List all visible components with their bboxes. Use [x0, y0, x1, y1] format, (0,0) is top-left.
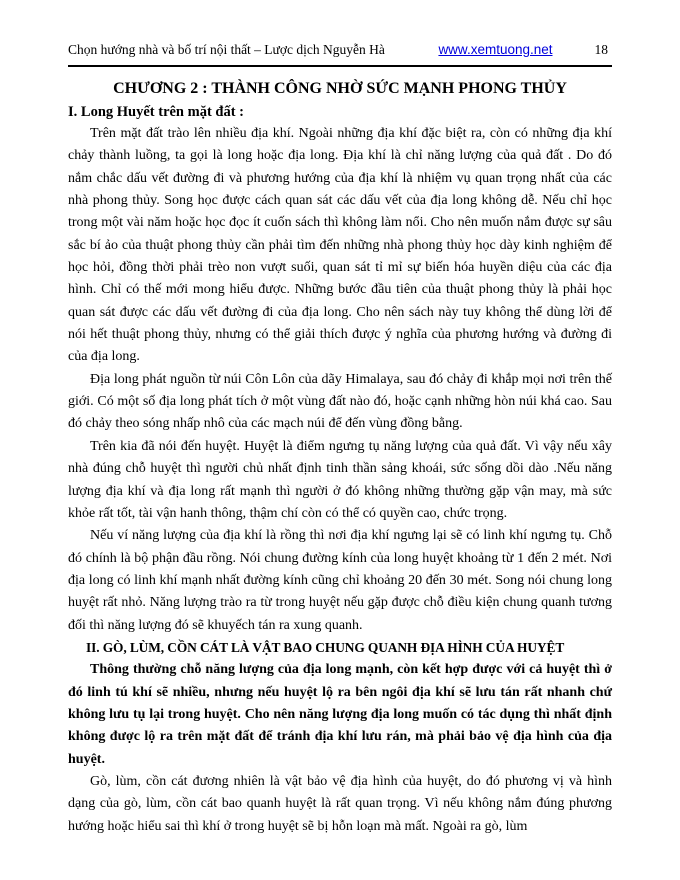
section-1-paragraph-2: Địa long phát nguồn từ núi Côn Lôn của dãy Himalaya, sau đó chảy đi khắp mọi nơi trên thế giới. Có một số địa long phát tích ở một vùng đất nào đó, hoặc cạnh những hòn núi khá cao. Sau đó chảy theo sóng nhấp nhô của các mạch núi để đến vùng đồng bằng. [68, 371, 612, 432]
header-book-title: Chọn hướng nhà và bố trí nội thất – Lược dịch Nguyễn Hà [68, 42, 385, 57]
section-2-paragraph-1: Thông thường chỗ năng lượng của địa long mạnh, còn kết hợp được với cả huyệt thì ở đó linh tú khí sẽ nhiều, nhưng nếu huyệt lộ ra bên ngôi địa khí sẽ lưu tán rất nhanh chứ không lưu tụ lại trong huyệt. Cho nên năng lượng địa long muốn có tác dụng thì nhất định không được lộ ra trên mặt đất để tránh địa khí lưu rán, mà phải bảo vệ địa hình của địa huyệt. [68, 662, 612, 767]
section-1-heading: I. Long Huyết trên mặt đất : [68, 104, 245, 120]
header-rule [68, 65, 612, 67]
page-number: 18 [594, 42, 608, 57]
header-website-link[interactable]: www.xemtuong.net [438, 42, 553, 57]
page-content [68, 0, 612, 838]
section-2-paragraph-2: Gò, lùm, cồn cát đương nhiên là vật bảo vệ địa hình của huyệt, do đó phương vị và hình dạng của gò, lùm, cồn cát bao quanh huyệt là rất quan trọng. Vì nếu không nắm đúng phương hướng hoặc hiểu sai thì khí ở trong huyệt sẽ bị hỗn loạn mà mất. Ngoài ra gò, lùm [68, 773, 612, 834]
chapter-title: CHƯƠNG 2 : THÀNH CÔNG NHỜ SỨC MẠNH PHONG THỦY [113, 80, 567, 97]
section-1-paragraph-4: Nếu ví năng lượng của địa khí là rồng thì nơi địa khí ngưng lại sẽ có linh khí ngưng tụ. Chỗ đó chính là bộ phận đầu rồng. Nói chung đường kính của long huyệt khoảng từ 1 đến 2 mét. Nơi địa long có linh khí mạnh nhất đường kính cũng chỉ khoảng 20 đến 30 mét. Song nói chung long huyệt rất nhỏ. Năng lượng trào ra từ trong huyệt nếu gặp được chỗ điều kiện chung quanh tương đối thì năng lượng đó sẽ khuyếch tán ra xung quanh. [68, 528, 612, 633]
section-2-heading: II. GÒ, LÙM, CỒN CÁT LÀ VẬT BAO CHUNG QUANH ĐỊA HÌNH CỦA HUYỆT [86, 639, 565, 655]
running-header [68, 0, 612, 58]
section-1-paragraph-1: Trên mặt đất trào lên nhiều địa khí. Ngoài những địa khí đặc biệt ra, còn có những địa khí chảy thành luồng, ta gọi là long hoặc địa long. Địa khí là chỉ năng lượng của quả đất . Do đó nắm chắc dấu vết đường đi và phương hướng của địa khí là nhiệm vụ quan trọng nhất của các nhà phong thủy. Song học được cách quan sát các dấu vết của địa long không dễ. Nếu chỉ học trong một vài năm hoặc học đọc ít cuốn sách thì không làm nổi. Cho nên muốn nắm được sự sâu sắc bí ảo của thuật phong thủy cần phải tìm đến những nhà phong thủy học dày kinh nghiệm để học hỏi, đồng thời phải trèo non vượt suối, quan sát tỉ mỉ sự biến hóa huyền diệu của các địa hình. Chỉ có thế mới mong hiểu được. Những bước đầu tiên của thuật phong thủy là phải học quan sát được các dấu vết đường đi của địa long. Cho nên sách này tuy không thể dùng lời để nói hết thuật phong thủy, nhưng có thể giải thích được ý nghĩa của phương hướng và đường đi của địa long. [68, 126, 612, 365]
section-1-paragraph-3: Trên kia đã nói đến huyệt. Huyệt là điểm ngưng tụ năng lượng của quả đất. Vì vậy nếu xây nhà đúng chỗ huyệt thì người chủ nhất định tinh thần sảng khoái, sức sống dồi dào .Nếu năng lượng địa khí và địa long rất mạnh thì người ở đó không những thường gặp vận may, mà sức khỏe rất tốt, tài vận hanh thông, thậm chí còn có thể có quyền cao, chức trọng. [68, 438, 612, 521]
